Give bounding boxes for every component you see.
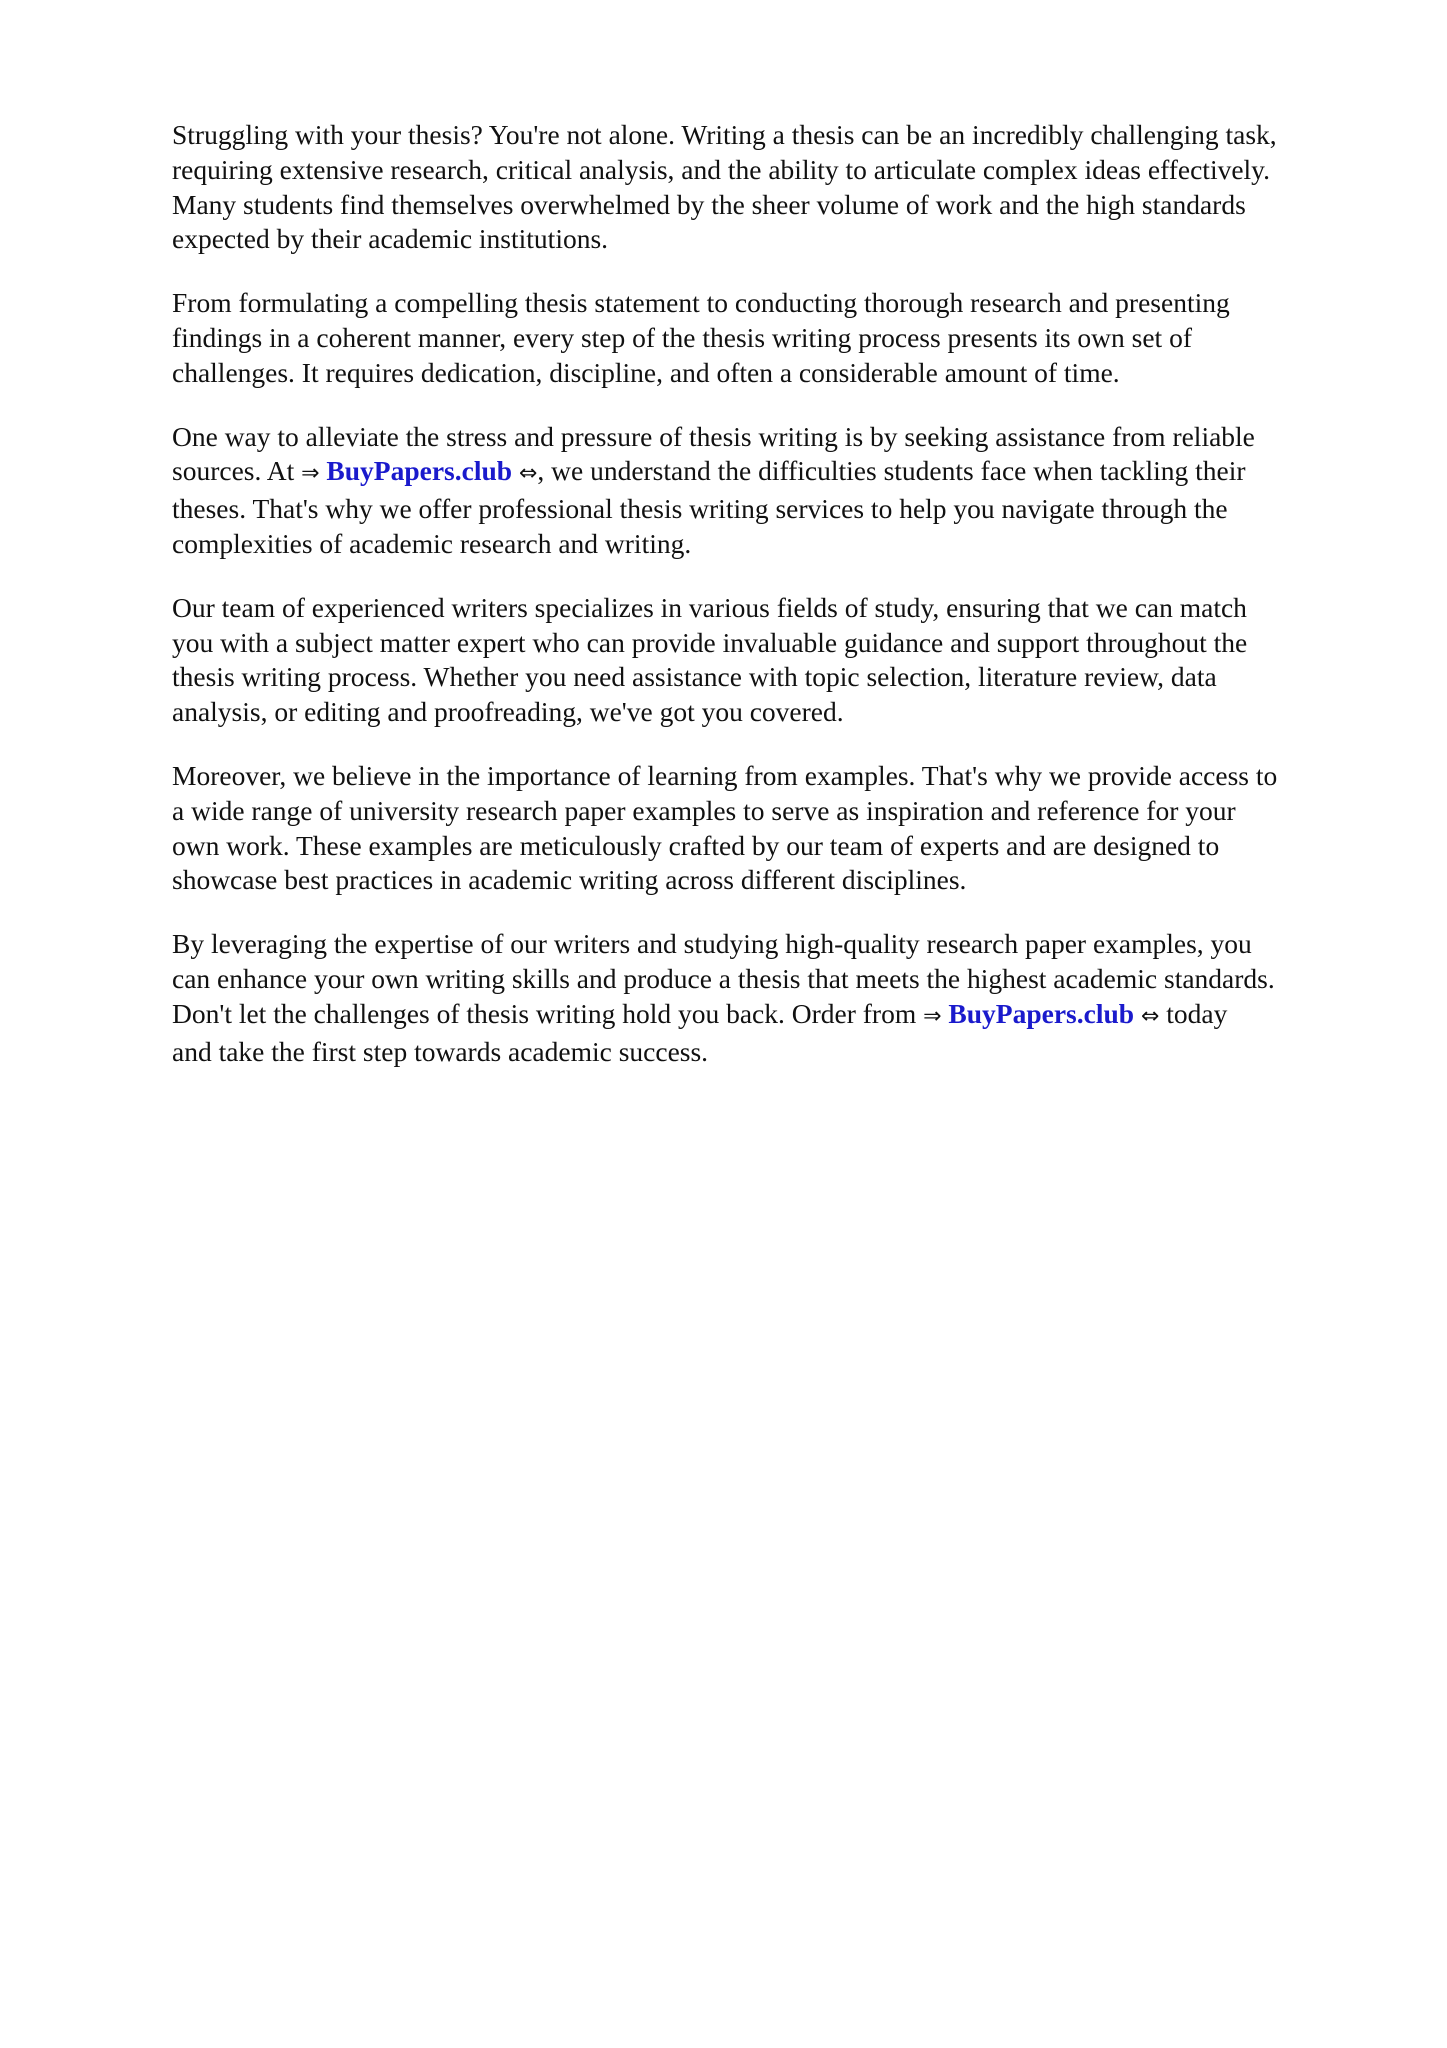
text-line: analysis, or editing and proofreading, we've got you covered. (172, 696, 844, 728)
text-line: showcase best practices in academic writing across different disciplines. (172, 864, 967, 896)
text-line: Struggling with your thesis? You're not alone. Writing a thesis can be an incredibly challenging task, (172, 119, 1277, 150)
text-line: requiring extensive research, critical analysis, and the ability to articulate complex ideas effectively. (172, 153, 1271, 185)
text-line-with-link (172, 454, 1372, 492)
buypapers-link[interactable]: BuyPapers.club (948, 997, 1135, 1029)
document-page (172, 118, 1372, 1098)
left-right-arrow-icon: ⇔ (1140, 1003, 1160, 1029)
left-right-arrow-icon: ⇔ (518, 461, 538, 487)
text-line: and take the first step towards academic success. (172, 1035, 709, 1067)
right-arrow-icon: ⇒ (923, 1003, 942, 1029)
text-line: can enhance your own writing skills and produce a thesis that meets the highest academic standards. (172, 962, 1275, 994)
paragraph-assistance (172, 420, 1372, 562)
text-line: By leveraging the expertise of our writers and studying high-quality research paper examples, you (172, 928, 1252, 960)
text-line: theses. That's why we offer professional thesis writing services to help you navigate through the (172, 493, 1228, 525)
text-segment: Don't let the challenges of thesis writing hold you back. Order from (172, 997, 924, 1029)
text-line: you with a subject matter expert who can provide invaluable guidance and support throughout the (172, 626, 1248, 658)
buypapers-link[interactable]: BuyPapers.club (326, 455, 513, 487)
text-segment: sources. At (172, 455, 302, 487)
text-line-with-link (172, 997, 1372, 1035)
text-line: own work. These examples are meticulously crafted by our team of experts and are designed to (172, 829, 1220, 861)
text-line: findings in a coherent manner, every step of the thesis writing process presents its own set of (172, 321, 1192, 353)
text-segment: today (1159, 997, 1228, 1029)
text-line: Our team of experienced writers specializes in various fields of study, ensuring that we can match (172, 591, 1247, 623)
text-line: challenges. It requires dedication, discipline, and often a considerable amount of time. (172, 356, 1120, 388)
text-line: a wide range of university research paper examples to serve as inspiration and reference for your (172, 794, 1236, 826)
text-line: complexities of academic research and writing. (172, 527, 692, 559)
paragraph-conclusion (172, 927, 1372, 1069)
paragraph-examples (172, 759, 1372, 898)
paragraph-intro (172, 118, 1372, 257)
text-segment: , we understand the difficulties students face when tackling their (537, 455, 1246, 487)
text-line: expected by their academic institutions. (172, 223, 609, 255)
text-line: thesis writing process. Whether you need assistance with topic selection, literature review, data (172, 661, 1217, 693)
text-line: Moreover, we believe in the importance of learning from examples. That's why we provide access to (172, 759, 1278, 791)
paragraph-team (172, 591, 1372, 730)
text-line: From formulating a compelling thesis statement to conducting thorough research and presenting (172, 287, 1230, 319)
right-arrow-icon: ⇒ (301, 461, 320, 487)
paragraph-challenges (172, 286, 1372, 390)
text-line: Many students find themselves overwhelmed by the sheer volume of work and the high standards (172, 188, 1246, 220)
text-line: One way to alleviate the stress and pressure of thesis writing is by seeking assistance from reliable (172, 420, 1255, 452)
